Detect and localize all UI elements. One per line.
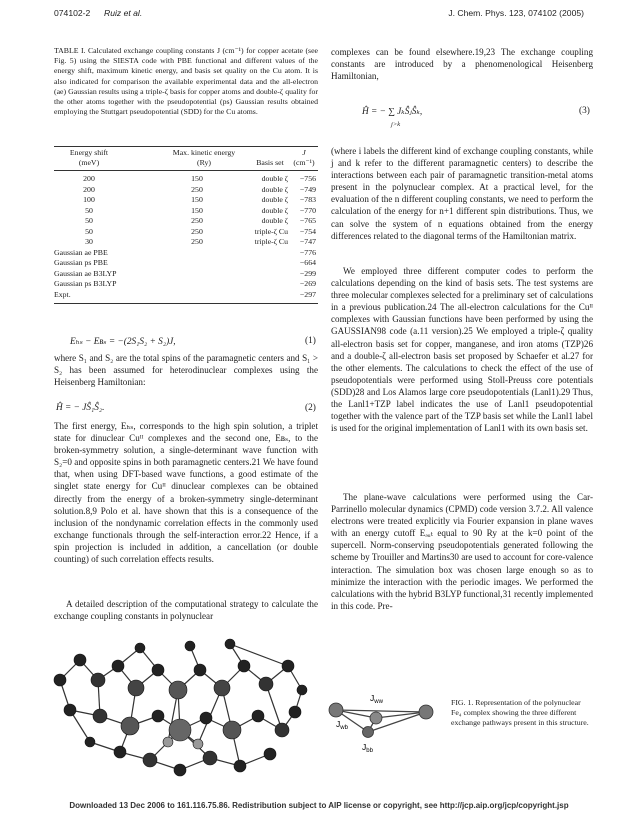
page-id: 074102-2 <box>54 8 91 18</box>
cell-basis-set: double ζ <box>261 174 288 183</box>
table-bottom-rule <box>54 303 318 304</box>
label-jbb: $J_{bb}$ <box>362 742 373 754</box>
download-footer: Downloaded 13 Dec 2006 to 161.116.75.86. Redistribution subject to AIP license or copyright, see http://jcp.aip.org/jcp/copyright.jsp <box>69 801 569 810</box>
cell-energy-shift: 200 <box>83 174 95 183</box>
left-paragraph-2: The first energy, Eₕₛ, corresponds to the high spin solution, a triplet state for dinuclear Cuᴵᴵ complexes and the second one, Eʙₛ, to the broken-symmetry solution, a single-determinant wave function with S₂=0 and opposite spins in both paramagnetic centers.21 We have found that, when using DFT-based wave functions, a good estimate of the singlet state energy for Cuᴵᴵ dinuclear complexes can be obtained directly from the energy of a broken-symmetry single-determinant solution.8,9 Polo et al. have shown that this is a consequence of the inclusion of the nondynamic correlation effects in the commonly used exchange functionals through the self-interaction error.22 Hence, if a spin projection is included in addition, a cancellation (or double counting) of such correlation effects results. <box>54 421 318 565</box>
fe-atom <box>363 727 374 738</box>
cell-j: −269 <box>299 279 316 288</box>
header-max-kinetic: Max. kinetic energy (Ry) <box>172 148 236 167</box>
molecule-atom <box>297 685 307 695</box>
fe-atom <box>419 705 433 719</box>
molecule-atom <box>64 704 76 716</box>
table-caption: TABLE I. Calculated exchange coupling constants J (cm⁻¹) for copper acetate (see Fig. 5) using the SIESTA code with PBE functional and different values of the energy shift, maximum kinetic energy, and basis set quality on the Cu atom. It is also indicated for comparison the available experimental data and the all-electron (ae) Gaussian results using a triple-ζ basis for copper atoms and double-ζ quality for the other atoms together with the pseudopotential (ps) Gaussian results obtained employing the Stuttgart pseudopotential (SDD) for the Cu atoms. <box>54 46 318 117</box>
molecule-atom <box>234 760 246 772</box>
equation-2-number: (2) <box>305 403 316 413</box>
figure-caption: FIG. 1. Representation of the polynuclear Fe₄ complex showing the three different exchange pathways present in this structure. <box>451 698 589 728</box>
cell-j: −770 <box>299 205 316 215</box>
table-top-rule <box>54 146 318 147</box>
molecule-atom <box>152 710 164 722</box>
molecule-bond <box>266 684 282 730</box>
table-row <box>54 248 318 259</box>
cell-energy-shift: Gaussian ae B3LYP <box>54 268 117 278</box>
table-row <box>54 279 318 290</box>
table-row <box>54 227 318 238</box>
cell-basis-set: double ζ <box>261 205 288 215</box>
cell-max-kinetic: 250 <box>191 226 203 236</box>
molecule-atom <box>203 751 217 765</box>
molecule-atom <box>194 664 206 676</box>
table-row <box>54 290 318 301</box>
molecule-atom <box>143 753 157 767</box>
molecule-atom <box>91 673 105 687</box>
left-paragraph-3: A detailed description of the computational strategy to calculate the exchange coupling constants in polynuclear <box>54 599 318 622</box>
molecule-atom <box>169 681 187 699</box>
cell-max-kinetic: 150 <box>191 195 203 204</box>
cell-basis-set: double ζ <box>261 184 288 194</box>
molecule-figure <box>40 630 310 795</box>
cell-energy-shift: Gaussian ps B3LYP <box>54 279 117 288</box>
table-row <box>54 258 318 269</box>
table-row <box>54 195 318 206</box>
cell-basis-set: triple-ζ Cu <box>254 237 288 246</box>
cell-energy-shift: 50 <box>85 226 93 236</box>
cell-basis-set: double ζ <box>261 195 288 204</box>
table-row <box>54 216 318 227</box>
cell-energy-shift: 30 <box>85 237 93 246</box>
cell-j: −765 <box>299 216 316 225</box>
table-row <box>54 269 318 280</box>
table-row <box>54 185 318 196</box>
cell-j: −297 <box>299 289 316 299</box>
label-jww: $J_{ww}$ <box>370 693 383 705</box>
cell-max-kinetic: 150 <box>191 174 203 183</box>
molecule-atom <box>214 680 230 696</box>
cell-j: −749 <box>299 184 316 194</box>
molecule-atom <box>200 712 212 724</box>
molecule-atom <box>223 721 241 739</box>
equation-1: Eₕₛ − Eʙₛ = −(2S₁S₂ + S₂)J, <box>70 337 176 347</box>
cell-j: −756 <box>299 174 316 183</box>
molecule-atom <box>169 719 191 741</box>
cell-energy-shift: Expt. <box>54 289 71 299</box>
molecule-atom <box>54 674 66 686</box>
molecule-atom <box>259 677 273 691</box>
cell-j: −783 <box>299 195 316 204</box>
cell-j: −747 <box>299 237 316 246</box>
table-header-rule <box>54 170 318 171</box>
molecule-atom <box>135 643 145 653</box>
molecule-atom <box>193 739 203 749</box>
molecule-atom <box>74 654 86 666</box>
molecule-atom <box>128 680 144 696</box>
cell-max-kinetic: 150 <box>191 205 203 215</box>
running-authors: Ruiz et al. <box>104 8 143 18</box>
cell-energy-shift: Gaussian ae PBE <box>54 247 108 257</box>
equation-3-number: (3) <box>579 106 590 116</box>
cell-max-kinetic: 250 <box>191 237 203 246</box>
molecule-atom <box>174 764 186 776</box>
molecule-atom <box>252 710 264 722</box>
cell-energy-shift: Gaussian ps PBE <box>54 258 108 267</box>
table-row <box>54 237 318 248</box>
equation-3-subscript: j>k <box>391 121 401 128</box>
cell-j: −664 <box>299 258 316 267</box>
cell-basis-set: triple-ζ Cu <box>254 226 288 236</box>
cell-energy-shift: 100 <box>83 195 95 204</box>
cell-energy-shift: 200 <box>83 184 95 194</box>
molecule-atom <box>85 737 95 747</box>
fe-atom <box>370 712 382 724</box>
molecule-atom <box>264 748 276 760</box>
equation-3: Ĥ = − ∑ JₖŜⱼŜₖ, <box>362 107 423 117</box>
molecule-atom <box>93 709 107 723</box>
journal-citation: J. Chem. Phys. 123, 074102 (2005) <box>448 8 584 18</box>
header-energy-shift: Energy shift (meV) <box>69 148 109 167</box>
fe4-pathway-diagram <box>318 688 446 760</box>
right-paragraph-2: We employed three different computer codes to perform the calculations depending on the kind of basis sets. The test systems are three molecular complexes selected for a preliminary set of calculations in a previous publication.24 The all-electron calculations for the Cuᴵᴵ complexes with Gaussian functions have been performed by using the GAUSSIAN98 code (a.11 version).25 We employed a triple-ζ quality all-electron basis set for copper, manganese, and iron atoms (TZP)26 and a double-ζ all-electron basis set proposed by Schaefer et al.27 for the other elements. The calculations to check the effect of the use of pseudopotentials were performed using Stoll-Preuss core potentials (SDD)28 and Los Alamos large core pseudopotentials (Lanl1).29 Thus, the Lanl1+TZP label indicates the use of Lanl1 pseudopotential together with the valence part of the TZP basis set while the Lanl1 label is used for the original implementation of Lanl1 with its own basis set. <box>331 266 593 434</box>
molecule-atom <box>275 723 289 737</box>
molecule-atom <box>163 737 173 747</box>
molecule-atom <box>152 664 164 676</box>
right-paragraph-1: (where i labels the different kind of exchange coupling constants, while j and k refer to the different paramagnetic centers) to describe the interactions between each pair of paramagnetic transition-metal atoms present in the polynuclear complex. At a practical level, for the evaluation of the n different coupling constants, we need to perform the calculation of the energy for n+1 different spin distributions. Thus, we can solve the system of n equations obtained from the energy differences related to the diagonal terms of the Hamiltonian matrix. <box>331 146 593 241</box>
cell-j: −299 <box>299 268 316 278</box>
molecule-atom <box>121 717 139 735</box>
header-basis-set: Basis set <box>256 158 284 167</box>
fe-atom <box>329 703 343 717</box>
cell-j: −754 <box>299 226 316 236</box>
table-row <box>54 206 318 217</box>
cell-basis-set: double ζ <box>261 216 288 225</box>
molecule-atom <box>114 746 126 758</box>
cell-j: −776 <box>299 247 316 257</box>
table-row <box>54 174 318 185</box>
molecule-atom <box>289 706 301 718</box>
equation-1-number: (1) <box>305 336 316 346</box>
equation-2: Ĥ = − JŜ₁Ŝ₂. <box>56 403 105 413</box>
header-j: J (cm⁻¹) <box>293 148 315 167</box>
cell-energy-shift: 50 <box>85 216 93 225</box>
label-jwb: $J_{wb}$ <box>336 719 348 731</box>
molecule-atom <box>238 660 250 672</box>
molecule-atom <box>282 660 294 672</box>
molecule-atom <box>225 639 235 649</box>
cell-max-kinetic: 250 <box>191 216 203 225</box>
molecule-atom <box>185 641 195 651</box>
molecule-atom <box>112 660 124 672</box>
left-paragraph-1: where S₁ and S₂ are the total spins of the paramagnetic centers and S₁ > S₂ has been assumed for heterodinuclear complexes using the Heisenberg Hamiltonian: <box>54 353 318 388</box>
cell-max-kinetic: 250 <box>191 184 203 194</box>
right-paragraph-0: complexes can be found elsewhere.19,23 The exchange coupling constants are introduced by a phenomenological Heisenberg Hamiltonian, <box>331 47 593 82</box>
cell-energy-shift: 50 <box>85 205 93 215</box>
right-paragraph-3: The plane-wave calculations were performed using the Car-Parrinello molecular dynamics (CPMD) code version 3.7.2. All valence electrons were treated explicitly via Fourier expansion in plane waves with an energy cutoff Eₔᵤₜ equal to 90 Ry at the k=0 point of the supercell. Norm-conserving pseudopotentials generated following the scheme by Trouiller and Martins30 are used to account for core-valence interaction. The simulation box was chosen large enough so as to minimize the interaction with the periodic images. We performed the calculations with the hybrid B3LYP functional,31 recently implemented in this code. Pre- <box>331 492 593 611</box>
